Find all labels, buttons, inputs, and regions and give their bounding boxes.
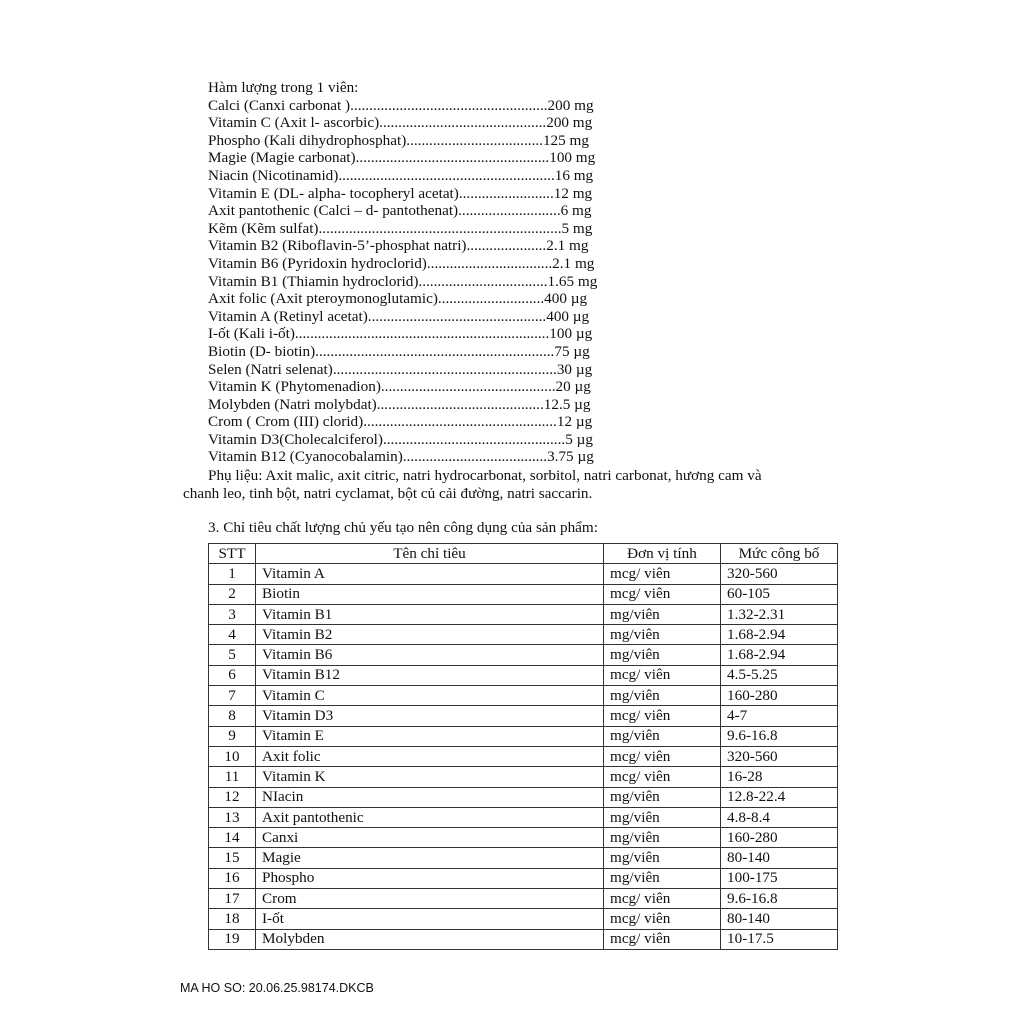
table-row <box>209 584 838 604</box>
cell-name: Biotin <box>256 584 604 604</box>
cell-unit: mg/viên <box>604 807 721 827</box>
table-row <box>209 625 838 645</box>
cell-name: NIacin <box>256 787 604 807</box>
composition-line: Vitamin B6 (Pyridoxin hydroclorid).................................2.1 mg <box>208 254 595 272</box>
quality-section-title: 3. Chỉ tiêu chất lượng chủ yếu tạo nên công dụng của sản phẩm: <box>208 519 598 536</box>
cell-value: 1.68-2.94 <box>721 645 838 665</box>
cell-stt: 6 <box>209 665 256 685</box>
cell-unit: mg/viên <box>604 625 721 645</box>
header-unit: Đơn vị tính <box>604 544 721 564</box>
composition-line: Axit folic (Axit pteroymonoglutamic)............................400 µg <box>208 290 588 308</box>
table-row <box>209 564 838 584</box>
cell-unit: mcg/ viên <box>604 767 721 787</box>
table-row <box>209 746 838 766</box>
cell-stt: 5 <box>209 645 256 665</box>
cell-name: Crom <box>256 889 604 909</box>
excipients-paragraph <box>183 467 843 502</box>
cell-stt: 15 <box>209 848 256 868</box>
cell-unit: mg/viên <box>604 868 721 888</box>
cell-name: Vitamin B12 <box>256 665 604 685</box>
cell-stt: 12 <box>209 787 256 807</box>
composition-line: Kẽm (Kẽm sulfat)................................................................5 mg <box>208 219 593 237</box>
cell-stt: 11 <box>209 767 256 787</box>
table-header-row <box>209 544 838 564</box>
cell-name: Canxi <box>256 828 604 848</box>
cell-unit: mg/viên <box>604 828 721 848</box>
cell-stt: 19 <box>209 929 256 949</box>
cell-stt: 16 <box>209 868 256 888</box>
composition-line: Vitamin B12 (Cyanocobalamin)......................................3.75 µg <box>208 448 594 466</box>
composition-block <box>208 79 828 466</box>
composition-line: Axit pantothenic (Calci – d- pantothenat)...........................6 mg <box>208 202 592 220</box>
excipients-line-1: Phụ liệu: Axit malic, axit citric, natri hydrocarbonat, sorbitol, natri carbonat, hương cam và <box>208 467 762 484</box>
cell-stt: 2 <box>209 584 256 604</box>
cell-stt: 17 <box>209 889 256 909</box>
table-row <box>209 807 838 827</box>
cell-unit: mcg/ viên <box>604 889 721 909</box>
cell-name: Vitamin B2 <box>256 625 604 645</box>
cell-value: 60-105 <box>721 584 838 604</box>
table-row <box>209 665 838 685</box>
cell-name: Axit folic <box>256 746 604 766</box>
composition-line: Molybden (Natri molybdat)............................................12.5 µg <box>208 395 591 413</box>
table-row <box>209 767 838 787</box>
cell-unit: mg/viên <box>604 848 721 868</box>
table-row <box>209 828 838 848</box>
cell-value: 1.32-2.31 <box>721 604 838 624</box>
table-row <box>209 787 838 807</box>
composition-line: Vitamin E (DL- alpha- tocopheryl acetat).........................12 mg <box>208 184 593 202</box>
header-name: Tên chỉ tiêu <box>256 544 604 564</box>
cell-stt: 18 <box>209 909 256 929</box>
header-value: Mức công bố <box>721 544 838 564</box>
cell-unit: mcg/ viên <box>604 564 721 584</box>
cell-stt: 4 <box>209 625 256 645</box>
cell-stt: 1 <box>209 564 256 584</box>
cell-value: 100-175 <box>721 868 838 888</box>
cell-unit: mg/viên <box>604 686 721 706</box>
composition-line: Crom ( Crom (III) clorid)...................................................12 µg <box>208 413 593 431</box>
cell-name: Magie <box>256 848 604 868</box>
cell-value: 160-280 <box>721 686 838 706</box>
cell-name: Vitamin K <box>256 767 604 787</box>
cell-value: 80-140 <box>721 848 838 868</box>
table-row <box>209 726 838 746</box>
composition-line: Selen (Natri selenat)...........................................................30 µg <box>208 360 593 378</box>
cell-name: Vitamin E <box>256 726 604 746</box>
cell-name: I-ốt <box>256 909 604 929</box>
cell-value: 16-28 <box>721 767 838 787</box>
cell-value: 10-17.5 <box>721 929 838 949</box>
table-row <box>209 686 838 706</box>
composition-line: Niacin (Nicotinamid).........................................................16 mg <box>208 166 594 184</box>
table-row <box>209 604 838 624</box>
cell-unit: mg/viên <box>604 726 721 746</box>
cell-name: Vitamin B6 <box>256 645 604 665</box>
composition-line: I-ốt (Kali i-ốt)...................................................................100 µg <box>208 325 593 343</box>
composition-heading: Hàm lượng trong 1 viên: <box>208 79 359 96</box>
cell-value: 9.6-16.8 <box>721 726 838 746</box>
cell-name: Vitamin A <box>256 564 604 584</box>
cell-name: Molybden <box>256 929 604 949</box>
table-row <box>209 868 838 888</box>
cell-unit: mg/viên <box>604 787 721 807</box>
quality-table <box>208 543 838 950</box>
cell-value: 4.5-5.25 <box>721 665 838 685</box>
composition-line: Vitamin D3(Cholecalciferol)................................................5 µg <box>208 430 593 448</box>
composition-line: Calci (Canxi carbonat )....................................................200 mg <box>208 96 594 114</box>
cell-unit: mcg/ viên <box>604 929 721 949</box>
table-row <box>209 706 838 726</box>
cell-value: 9.6-16.8 <box>721 889 838 909</box>
table-body <box>209 564 838 950</box>
cell-unit: mcg/ viên <box>604 746 721 766</box>
cell-unit: mcg/ viên <box>604 584 721 604</box>
cell-name: Vitamin B1 <box>256 604 604 624</box>
cell-stt: 8 <box>209 706 256 726</box>
cell-unit: mg/viên <box>604 645 721 665</box>
cell-unit: mg/viên <box>604 604 721 624</box>
cell-unit: mcg/ viên <box>604 665 721 685</box>
cell-stt: 14 <box>209 828 256 848</box>
cell-stt: 13 <box>209 807 256 827</box>
table-row <box>209 929 838 949</box>
cell-value: 160-280 <box>721 828 838 848</box>
cell-value: 4.8-8.4 <box>721 807 838 827</box>
table-row <box>209 848 838 868</box>
cell-value: 80-140 <box>721 909 838 929</box>
cell-value: 4-7 <box>721 706 838 726</box>
record-code: MA HO SO: 20.06.25.98174.DKCB <box>180 981 374 995</box>
table-row <box>209 909 838 929</box>
cell-name: Vitamin D3 <box>256 706 604 726</box>
header-stt: STT <box>209 544 256 564</box>
cell-value: 12.8-22.4 <box>721 787 838 807</box>
table-row <box>209 645 838 665</box>
cell-name: Vitamin C <box>256 686 604 706</box>
cell-stt: 7 <box>209 686 256 706</box>
cell-unit: mcg/ viên <box>604 706 721 726</box>
cell-name: Axit pantothenic <box>256 807 604 827</box>
composition-line: Vitamin B1 (Thiamin hydroclorid)..................................1.65 mg <box>208 272 598 290</box>
composition-line: Phospho (Kali dihydrophosphat)....................................125 mg <box>208 131 589 149</box>
composition-line: Vitamin K (Phytomenadion)..............................................20 µg <box>208 378 591 396</box>
table-row <box>209 889 838 909</box>
cell-value: 320-560 <box>721 564 838 584</box>
composition-line: Vitamin B2 (Riboflavin-5’-phosphat natri).....................2.1 mg <box>208 237 589 255</box>
composition-line: Biotin (D- biotin)...............................................................75 µg <box>208 342 590 360</box>
cell-value: 1.68-2.94 <box>721 625 838 645</box>
cell-unit: mcg/ viên <box>604 909 721 929</box>
cell-stt: 10 <box>209 746 256 766</box>
composition-line: Vitamin C (Axit l- ascorbic)............................................200 mg <box>208 114 593 132</box>
composition-line: Vitamin A (Retinyl acetat)...............................................400 µg <box>208 307 590 325</box>
excipients-line-2: chanh leo, tinh bột, natri cyclamat, bột củ cải đường, natri saccarin. <box>183 484 593 502</box>
cell-stt: 3 <box>209 604 256 624</box>
cell-name: Phospho <box>256 868 604 888</box>
composition-line: Magie (Magie carbonat)...................................................100 mg <box>208 149 596 167</box>
cell-stt: 9 <box>209 726 256 746</box>
cell-value: 320-560 <box>721 746 838 766</box>
